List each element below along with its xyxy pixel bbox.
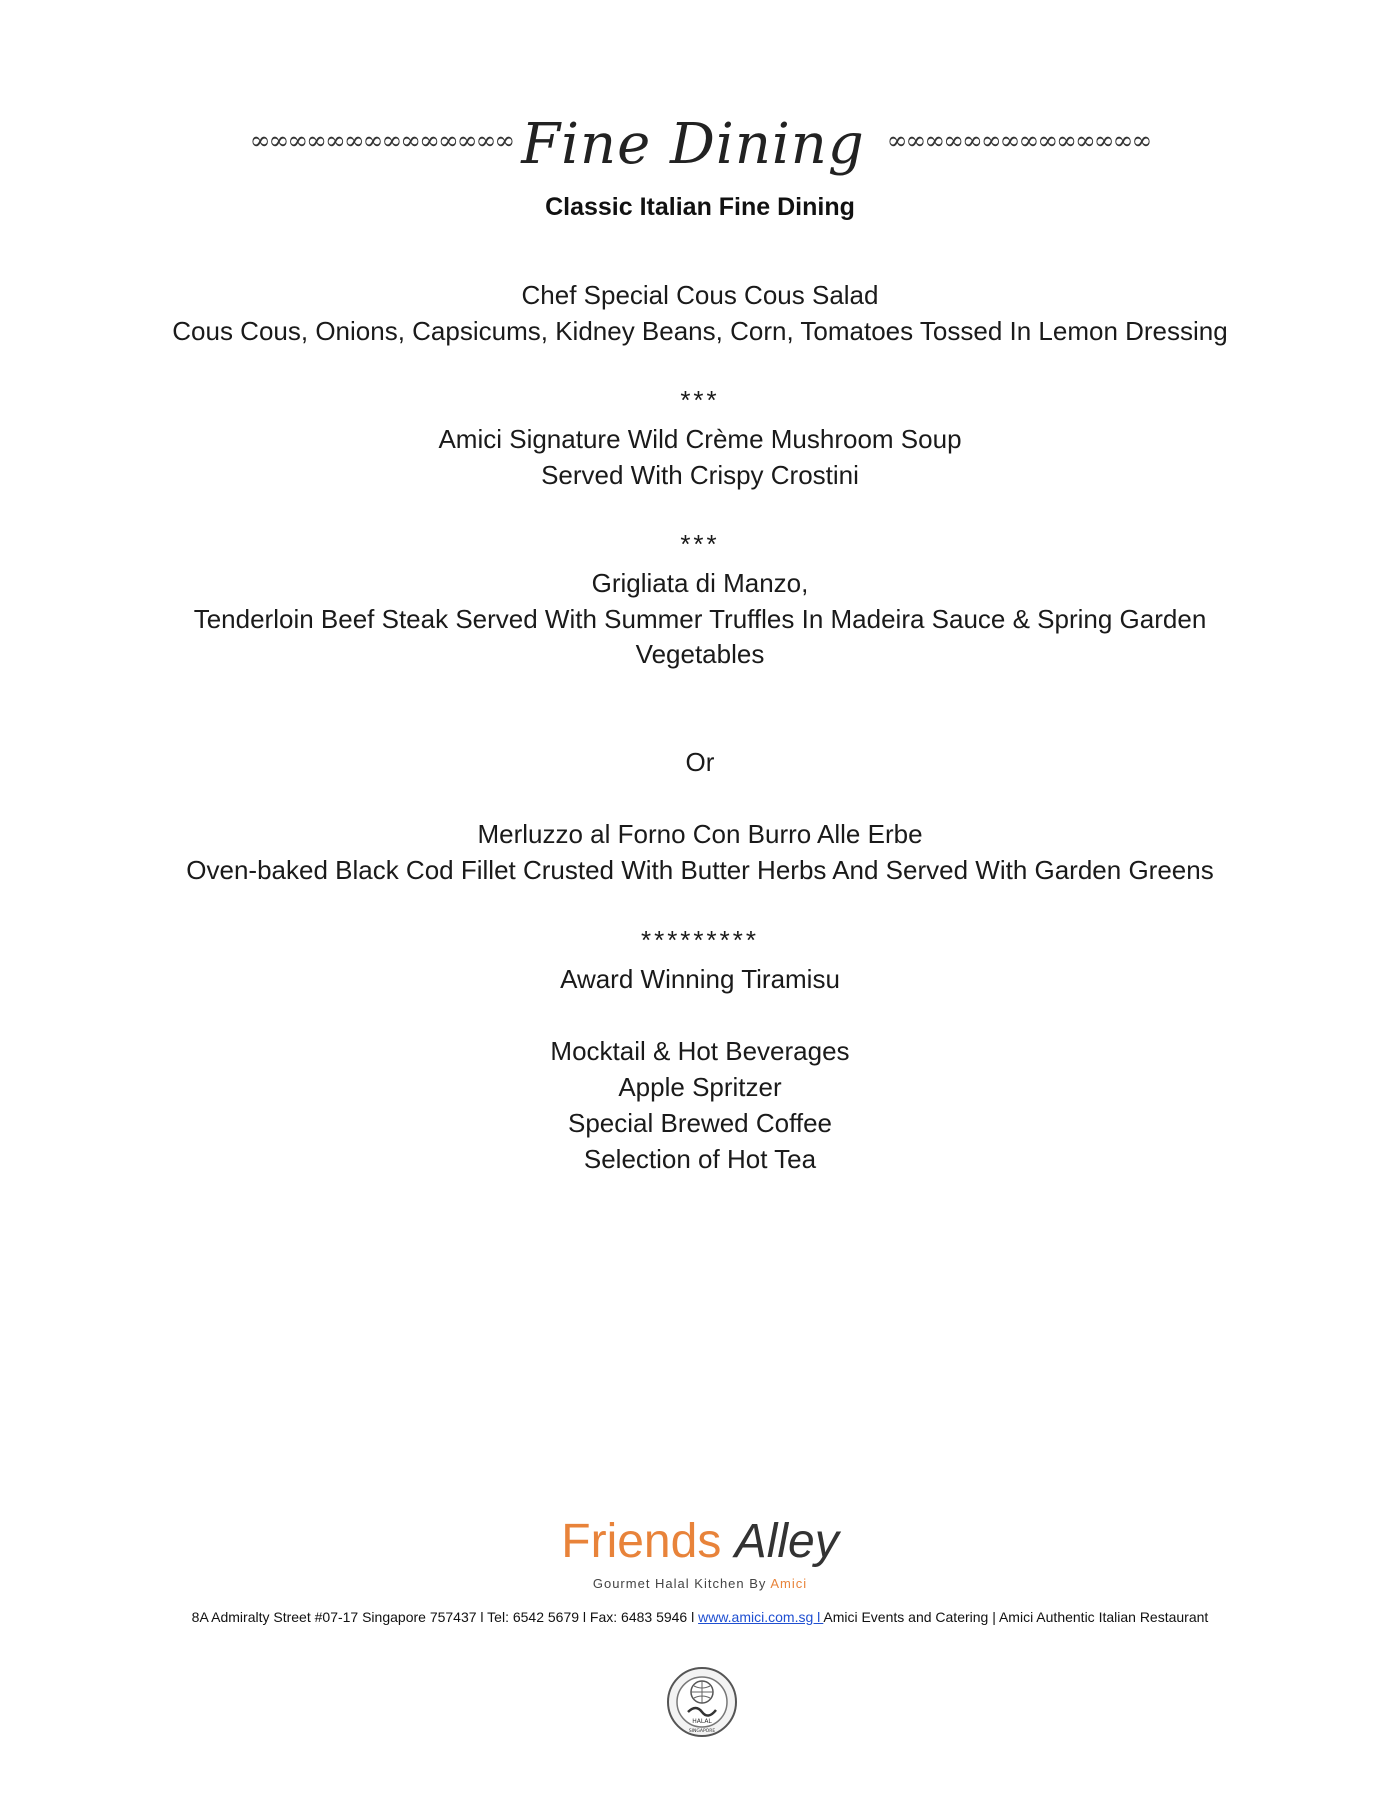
course-separator: ***: [680, 385, 720, 415]
course-desc-salad: Cous Cous, Onions, Capsicums, Kidney Beans, Corn, Tomatoes Tossed In Lemon Dressing: [172, 316, 1228, 346]
ornament-left: ∞∞∞∞∞∞∞∞∞∞∞∞∞∞: [249, 126, 514, 155]
footer-brands: Amici Events and Catering | Amici Authentic Italian Restaurant: [823, 1609, 1209, 1625]
logo-tagline-brand: Amici: [770, 1576, 808, 1591]
title-row: [0, 112, 1400, 177]
course-separator: *********: [640, 925, 760, 955]
course-name-soup: Amici Signature Wild Crème Mushroom Soup: [438, 424, 962, 454]
course-desc-beef-line1: Tenderloin Beef Steak Served With Summer Truffles In Madeira Sauce & Spring Garden: [193, 604, 1207, 634]
or-label: Or: [685, 747, 715, 777]
footer-address: 8A Admiralty Street #07-17 Singapore 757437 l Tel: 6542 5679 l Fax: 6483 5946 l: [191, 1609, 699, 1625]
course-desc-soup: Served With Crispy Crostini: [541, 460, 859, 490]
course-name-beef: Grigliata di Manzo,: [591, 568, 809, 598]
course-name-cod: Merluzzo al Forno Con Burro Alle Erbe: [477, 819, 923, 849]
contact-footer: [0, 1609, 1400, 1625]
beverage-item: Selection of Hot Tea: [583, 1144, 817, 1174]
logo-word-alley: Alley: [734, 1515, 839, 1568]
seal-country: SINGAPORE: [688, 1729, 716, 1734]
halal-seal-icon: [666, 1666, 738, 1738]
course-desc-cod: Oven-baked Black Cod Fillet Crusted With Butter Herbs And Served With Garden Greens: [186, 855, 1214, 885]
ornament-right: ∞∞∞∞∞∞∞∞∞∞∞∞∞∞: [886, 126, 1151, 155]
course-desc-beef-line2: Vegetables: [635, 639, 765, 669]
logo-tagline: [0, 1576, 1400, 1591]
page-subtitle: Classic Italian Fine Dining: [545, 193, 855, 221]
logo-tagline-text: Gourmet Halal Kitchen By: [592, 1576, 767, 1591]
beverage-item: Apple Spritzer: [618, 1072, 782, 1102]
page-title: Fine Dining: [521, 112, 865, 177]
course-name-salad: Chef Special Cous Cous Salad: [521, 280, 879, 310]
friends-alley-logo: [0, 1515, 1400, 1591]
website-link[interactable]: www.amici.com.sg l: [698, 1609, 824, 1625]
dessert-item: Award Winning Tiramisu: [560, 964, 840, 994]
beverage-item: Special Brewed Coffee: [567, 1108, 832, 1138]
beverages-heading: Mocktail & Hot Beverages: [550, 1036, 850, 1066]
course-separator: ***: [680, 529, 720, 559]
logo-word-friends: Friends: [561, 1515, 722, 1568]
seal-label: HALAL: [692, 1718, 712, 1725]
